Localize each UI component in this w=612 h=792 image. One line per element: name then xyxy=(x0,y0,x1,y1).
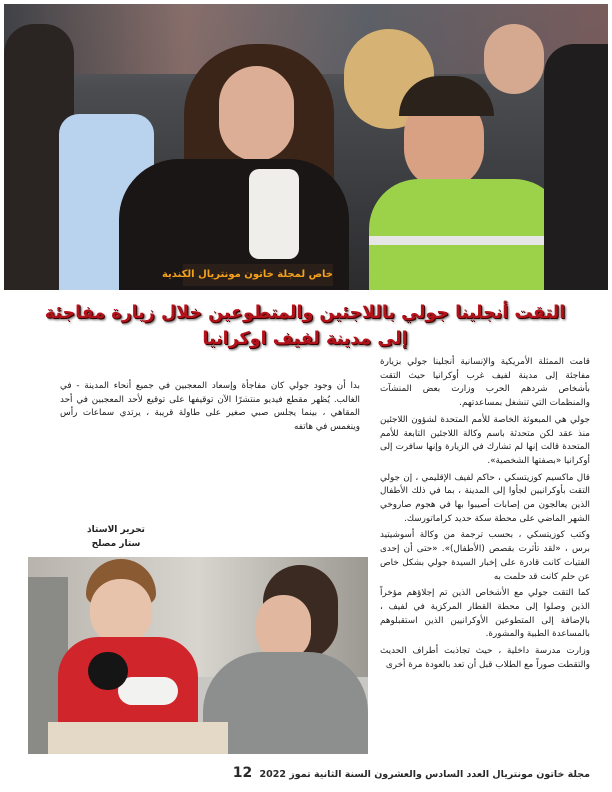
bottom-photo xyxy=(28,557,368,754)
volunteer-vest xyxy=(369,179,564,290)
footer xyxy=(60,765,590,781)
credit-name: ستار مصلح xyxy=(91,539,141,549)
person-right-dark xyxy=(544,44,608,290)
credit-title: تحرير الاستاذ xyxy=(87,525,145,535)
right-column xyxy=(380,356,590,675)
paragraph: جولي هي المبعوثة الخاصة للأمم المتحدة لشؤون اللاجئين منذ عقد لكن متحدثة باسم وكالة اللاجئين التابعة للأمم المتحدة قالت إنها لم تشارك في الزيارة وإنها سافرت إلى أوكرانيا «بصفتها الشخصية». xyxy=(380,414,590,466)
footer-text: مجلة خاتون مونتريال العدد السادس والعشرون السنة الثانية تموز 2022 xyxy=(259,769,590,780)
woman-face xyxy=(256,595,311,660)
arm-cast xyxy=(118,677,178,705)
blanket xyxy=(48,722,228,754)
photo-caption: خاص لمجلة خاتون مونتريال الكندية xyxy=(183,264,333,286)
paragraph: وكتب كوزيتسكي ، بحسب ترجمة من وكالة أسوشيتيد برس ، «لقد تأثرت بقصص (الأطفال)». «حتى أن إحدى الفتيات كانت قادرة على إخبار السيدة جولي بشكل خاص عن حلم كانت قد حلمت به xyxy=(380,530,590,582)
woman-face xyxy=(219,66,294,161)
left-column: بدا أن وجود جولي كان مفاجأة وإسعاد المعجبين في جميع أنحاء المدينة - في الغالب. يُظهر مقطع فيديو منتشرًا الآن توقيفها على توقيع لأحد المعجبين في أحد المقاهي ، بينما يجلس صبي صغير على طاولة قريبة ، يرتدي سماعات رأس وينغمس في هاتفه xyxy=(60,381,360,433)
paragraph: قامت الممثلة الأمريكية والإنسانية أنجلينا جولي بزيارة مفاجئة إلى مدينة لفيف غرب أوكرانيا حيث التقت بأشخاص شردهم الحرب وزارت بعض المنشآت والمنظمات التي تنشغل بمساعدتهم. xyxy=(380,357,590,409)
plush-toy xyxy=(88,652,128,690)
woman-shirt xyxy=(249,169,299,259)
paragraph: قال ماكسيم كوزيتسكي ، حاكم لفيف الإقليمي ، إن جولي التقت بأوكرانيين لجأوا إلى المدينة ، بما في ذلك الأطفال الذين يعالجون من إصابات أصيبوا بها في هجوم صاروخي الشهر الماضي على محطة سكة حديد كراماتورسك. xyxy=(380,472,590,524)
vest-stripe xyxy=(369,236,564,245)
paragraph: كما التقت جولي مع الأشخاص الذين تم إجلاؤهم مؤخراً الذين وصلوا إلى محطة القطار المركزية في لفيف ، بالإضافة إلى المتطوعين الأوكرانيين الذين استقبلوهم بالمساعدة الطبية والمشورة. xyxy=(380,588,590,640)
editor-credit xyxy=(76,523,156,551)
top-photo xyxy=(4,4,608,290)
paragraph: وزارت مدرسة داخلية ، حيث تجاذبت أطراف الحديث والتقطت صوراً مع الطلاب قبل أن تعد بالعودة مرة أخرى xyxy=(380,646,590,670)
man-face xyxy=(484,24,544,94)
headline: التقت أنجلينا جولي باللاجئين والمتطوعين خلال زيارة مفاجئة إلى مدينة لفيف اوكرانيا xyxy=(44,303,566,349)
boy-face xyxy=(90,579,152,644)
page-number: 12 xyxy=(232,765,253,781)
